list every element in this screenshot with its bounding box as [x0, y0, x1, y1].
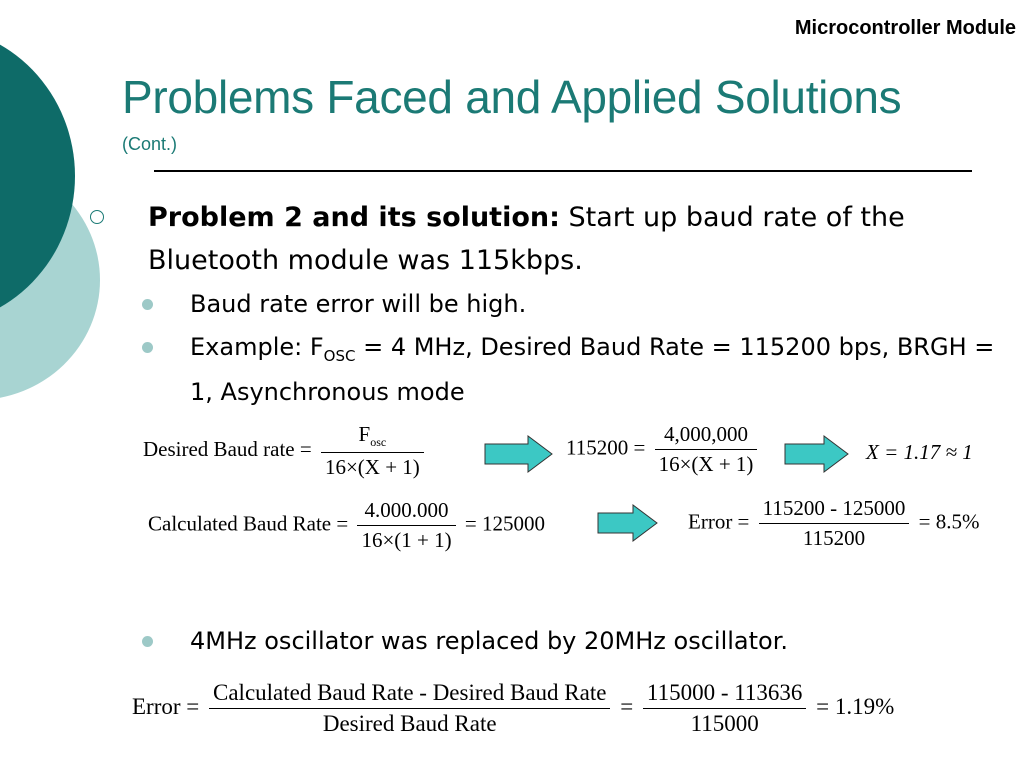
eq-numerator: 4.000.000 — [357, 498, 455, 526]
eq-numerator: F — [358, 422, 371, 446]
eq-numerator: 4,000,000 — [655, 422, 758, 450]
bullet-text: Baud rate error will be high. — [190, 290, 527, 318]
right-arrow-icon — [597, 503, 659, 543]
equation-error-4mhz — [688, 496, 979, 551]
right-arrow-icon — [484, 434, 554, 474]
bullet-text — [190, 329, 1010, 410]
eq-fraction — [321, 422, 424, 480]
slide-title: Problems Faced and Applied Solutions — [122, 71, 902, 123]
osc-subscript: OSC — [323, 346, 356, 365]
problem-heading: Problem 2 and its solution: — [148, 202, 560, 233]
eq-rhs: = 8.5% — [918, 509, 980, 534]
eq-lhs: Error = — [132, 693, 200, 719]
eq-denominator: 115000 — [690, 711, 759, 736]
eq-lhs: 115200 = — [566, 435, 646, 460]
bullet-text: 4MHz oscillator was replaced by 20MHz oscillator. — [190, 627, 789, 655]
eq-denominator: 16×(1 + 1) — [361, 528, 452, 552]
eq-numerator-sub: osc — [370, 435, 387, 450]
title-divider — [154, 170, 972, 172]
problem-description: Start up baud rate of the Bluetooth module was 115kbps. — [148, 202, 905, 276]
eq-numerator: 115000 - 113636 — [643, 680, 806, 709]
problem-text — [148, 196, 1018, 282]
right-arrow-icon — [784, 434, 850, 474]
eq-denominator: Desired Baud Rate — [322, 711, 497, 736]
eq-denominator: 16×(X + 1) — [324, 455, 420, 480]
slide-subtitle: (Cont.) — [122, 134, 178, 154]
eq-rhs: = 1.19% — [816, 693, 895, 719]
eq-numerator: Calculated Baud Rate - Desired Baud Rate — [209, 680, 610, 709]
eq-fraction — [655, 422, 758, 477]
equation-desired-baud — [143, 422, 428, 480]
eq-fraction — [759, 496, 910, 551]
equation-calculated-baud — [148, 498, 545, 553]
equation-x-result: X = 1.17 ≈ 1 — [866, 440, 973, 464]
ring-bullet-icon — [90, 210, 104, 224]
eq-fraction — [643, 680, 806, 737]
eq-denominator: 16×(X + 1) — [658, 452, 754, 476]
eq-lhs: Calculated Baud Rate = — [148, 511, 349, 536]
eq-denominator: 115200 — [802, 526, 866, 550]
dot-bullet-icon — [142, 636, 153, 647]
eq-lhs: Desired Baud rate = — [143, 436, 312, 461]
header-label: Microcontroller Module — [794, 17, 1016, 39]
equation-x-solve — [566, 422, 761, 477]
eq-rhs: = 125000 — [464, 511, 545, 536]
eq-numerator: 115200 - 125000 — [759, 496, 910, 524]
dot-bullet-icon — [142, 299, 153, 310]
eq-lhs: Error = — [688, 509, 750, 534]
dot-bullet-icon — [142, 342, 153, 353]
example-prefix: Example: F — [190, 333, 324, 361]
eq-fraction — [357, 498, 455, 553]
equation-error-20mhz: Error = $\frac{\text{Calculated Baud Rate - Desired Baud Rate}}{\text{Desired Baud Rate}}$ = $\frac{115000 - 113636}{115000}$ = 1.19% — [132, 680, 895, 736]
eq-fraction — [209, 680, 610, 737]
example-details: = 4 MHz, Desired Baud Rate = 115200 bps, BRGH = 1, Asynchronous mode — [190, 333, 995, 406]
